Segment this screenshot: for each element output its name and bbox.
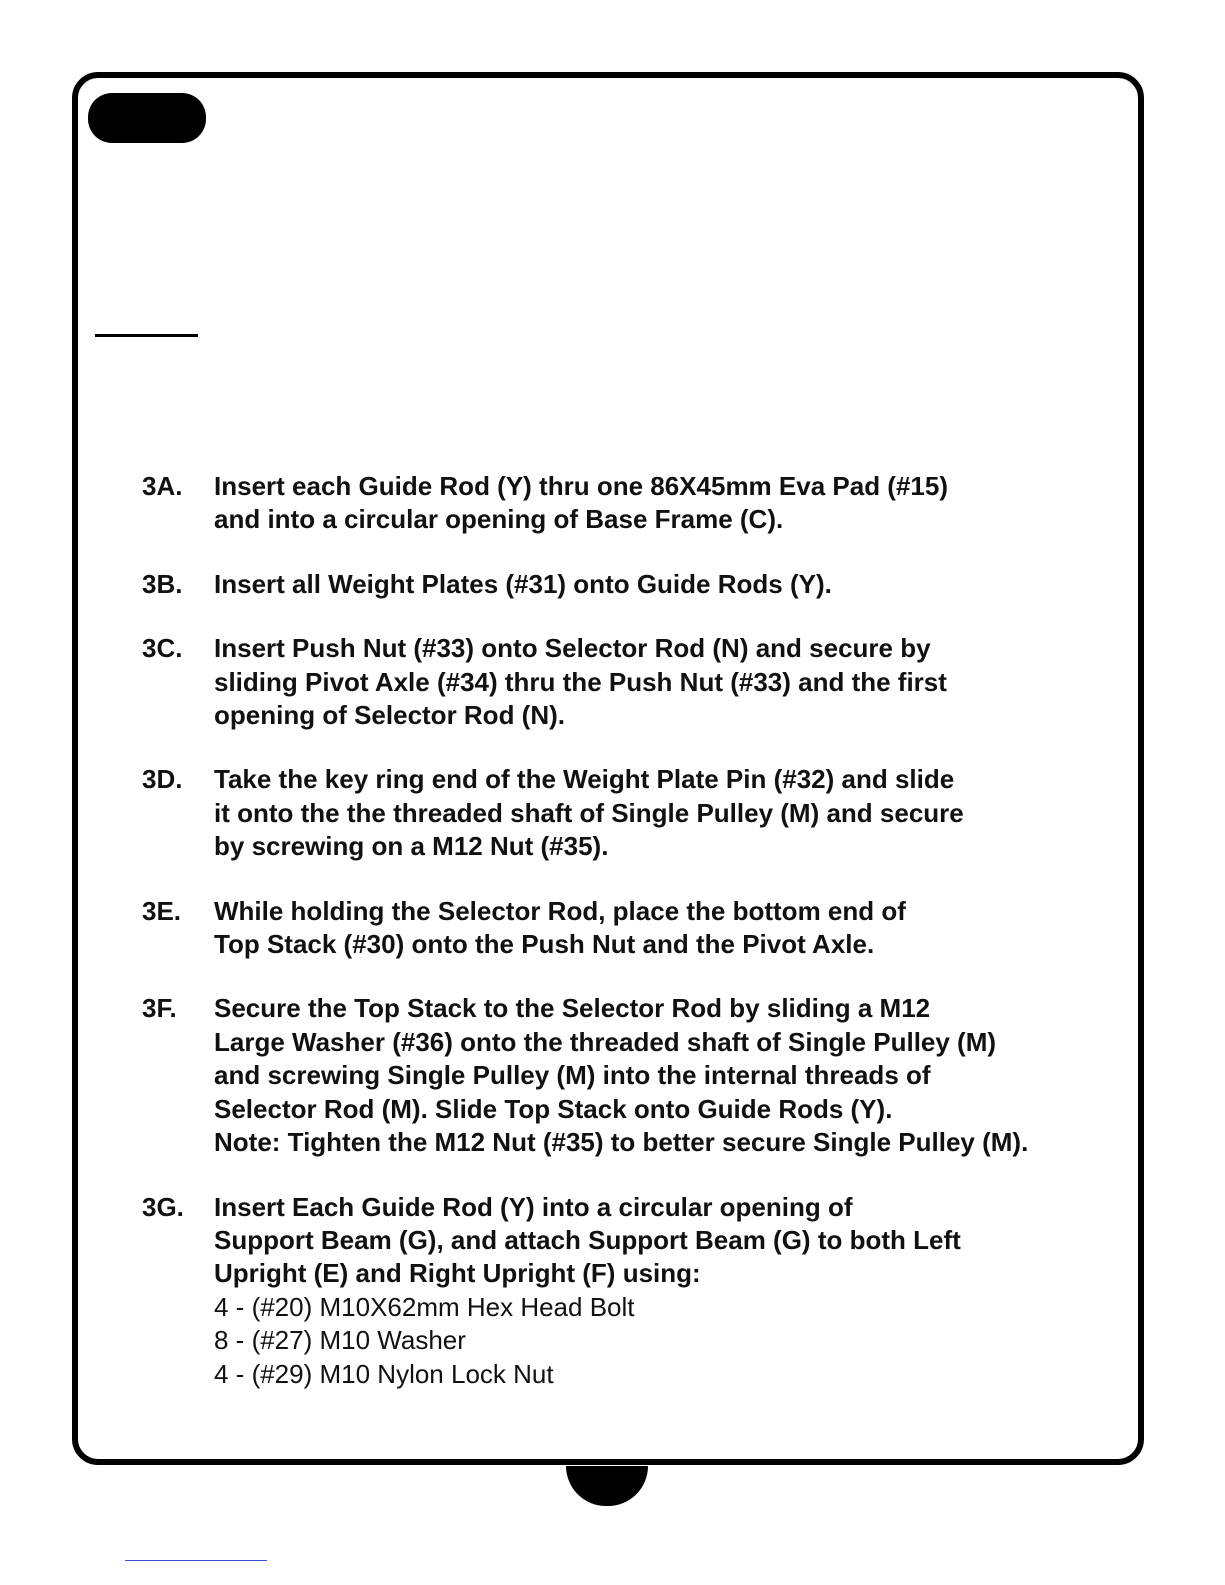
step-text-line: Large Washer (#36) onto the threaded shaft of Single Pulley (M)	[214, 1026, 997, 1057]
step-id: 3F.	[142, 993, 177, 1024]
step-text-line: by screwing on a M12 Nut (#35).	[214, 831, 609, 862]
step-text-line: Selector Rod (M). Slide Top Stack onto Guide Rods (Y).	[214, 1093, 893, 1124]
instruction-steps	[142, 470, 1102, 1422]
step-text	[214, 763, 1102, 863]
step-id: 3G.	[142, 1191, 184, 1222]
step-id: 3E.	[142, 895, 182, 926]
step-text	[214, 1191, 1102, 1391]
instruction-step	[142, 1191, 1102, 1391]
step-text-line: Upright (E) and Right Upright (F) using:	[214, 1258, 701, 1289]
hardware-item: 4 - (#20) M10X62mm Hex Head Bolt	[214, 1291, 635, 1322]
footer-underline	[125, 1560, 267, 1561]
step-text	[214, 568, 1102, 601]
step-text-line: and screwing Single Pulley (M) into the internal threads of	[214, 1060, 931, 1091]
instruction-step	[142, 632, 1102, 732]
step-text-line: opening of Selector Rod (N).	[214, 700, 565, 731]
step-text	[214, 895, 1102, 962]
instruction-step	[142, 470, 1102, 537]
step-text-line: Secure the Top Stack to the Selector Rod by sliding a M12	[214, 993, 931, 1024]
step-id: 3C.	[142, 633, 183, 664]
instruction-step	[142, 992, 1102, 1159]
step-text	[214, 992, 1102, 1159]
instruction-step	[142, 568, 1102, 601]
instruction-step	[142, 895, 1102, 962]
step-number-tab-header	[88, 93, 206, 143]
step-text-line: Take the key ring end of the Weight Plate Pin (#32) and slide	[214, 764, 955, 795]
instruction-step	[142, 763, 1102, 863]
hardware-item: 4 - (#29) M10 Nylon Lock Nut	[214, 1358, 554, 1389]
step-id: 3A.	[142, 471, 183, 501]
step-id: 3D.	[142, 764, 183, 795]
hardware-item: 8 - (#27) M10 Washer	[214, 1325, 466, 1356]
step-text-line: Insert Each Guide Rod (Y) into a circular opening of	[214, 1191, 853, 1222]
section-divider	[95, 334, 198, 337]
step-text-line: Insert each Guide Rod (Y) thru one 86X45mm Eva Pad (#15)	[214, 471, 948, 501]
page-number-tab	[566, 1466, 648, 1506]
step-text-line: While holding the Selector Rod, place the bottom end of	[214, 895, 906, 926]
step-text-line: Insert all Weight Plates (#31) onto Guide Rods (Y).	[214, 568, 832, 599]
step-text-line: Insert Push Nut (#33) onto Selector Rod (N) and secure by	[214, 633, 931, 664]
step-text-line: it onto the the threaded shaft of Single Pulley (M) and secure	[214, 797, 964, 828]
step-text	[214, 632, 1102, 732]
step-text-line: Note: Tighten the M12 Nut (#35) to better secure Single Pulley (M).	[214, 1127, 1029, 1158]
step-text	[214, 470, 1102, 537]
step-text-line: Top Stack (#30) onto the Push Nut and the Pivot Axle.	[214, 929, 875, 960]
step-text-line: sliding Pivot Axle (#34) thru the Push Nut (#33) and the first	[214, 666, 947, 697]
step-text-line: and into a circular opening of Base Frame (C).	[214, 504, 784, 535]
step-id: 3B.	[142, 568, 183, 599]
step-text-line: Support Beam (G), and attach Support Beam (G) to both Left	[214, 1224, 961, 1255]
